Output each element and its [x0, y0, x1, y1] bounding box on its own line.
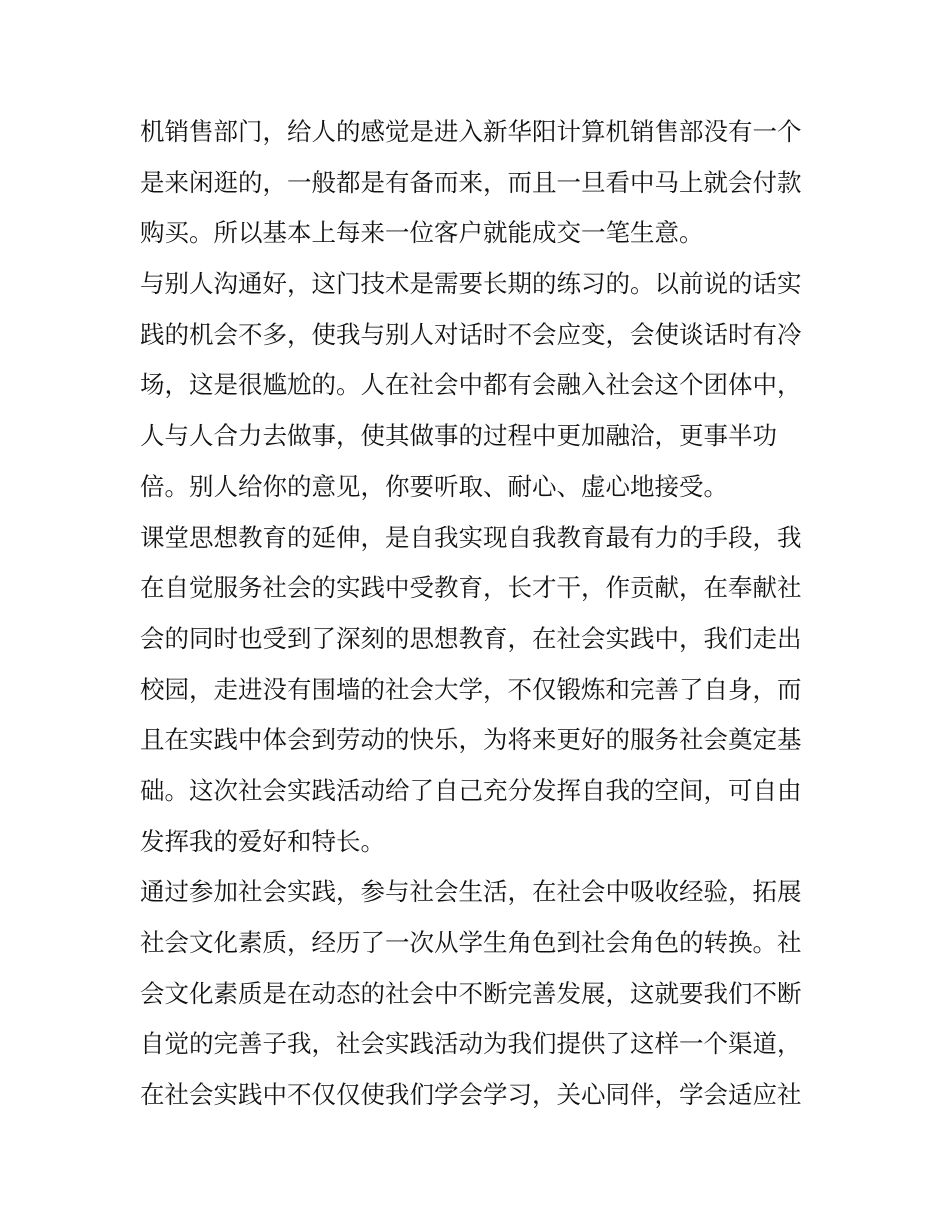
text-line: 倍。别人给你的意见，你要听取、耐心、虚心地接受。: [140, 471, 728, 501]
text-line: 课堂思想教育的延伸，是自我实现自我教育最有力的手段，我: [140, 522, 802, 552]
text-line: 购买。所以基本上每来一位客户就能成交一笔生意。: [140, 218, 704, 248]
paragraph-1: [140, 107, 820, 259]
text-line: 是来闲逛的，一般都是有备而来，而且一旦看中马上就会付款: [140, 167, 802, 197]
paragraph-3: [140, 513, 820, 868]
text-line: 会的同时也受到了深刻的思想教育，在社会实践中，我们走出: [140, 623, 802, 653]
text-line: 践的机会不多，使我与别人对话时不会应变，会使谈话时有冷: [140, 319, 802, 349]
text-line: 与别人沟通好，这门技术是需要长期的练习的。以前说的话实: [140, 269, 802, 299]
paragraph-2: [140, 259, 820, 512]
document-body: [140, 107, 820, 1121]
text-line: 发挥我的爱好和特长。: [140, 826, 385, 856]
text-line: 校园，走进没有围墙的社会大学，不仅锻炼和完善了自身，而: [140, 674, 802, 704]
text-line: 在社会实践中不仅仅使我们学会学习，关心同伴，学会适应社: [140, 1080, 802, 1110]
text-line: 人与人合力去做事，使其做事的过程中更加融洽，更事半功: [140, 421, 777, 451]
paragraph-4: [140, 867, 820, 1120]
text-line: 础。这次社会实践活动给了自己充分发挥自我的空间，可自由: [140, 775, 802, 805]
text-line: 自觉的完善子我，社会实践活动为我们提供了这样一个渠道，: [140, 1029, 802, 1059]
text-line: 社会文化素质，经历了一次从学生角色到社会角色的转换。社: [140, 928, 802, 957]
text-line: 且在实践中体会到劳动的快乐，为将来更好的服务社会奠定基: [140, 725, 802, 755]
text-line: 通过参加社会实践，参与社会生活，在社会中吸收经验，拓展: [140, 877, 802, 907]
text-line: 机销售部门，给人的感觉是进入新华阳计算机销售部没有一个: [140, 117, 802, 146]
text-line: 场，这是很尴尬的。人在社会中都有会融入社会这个团体中，: [140, 370, 802, 400]
text-line: 在自觉服务社会的实践中受教育，长才干，作贡献，在奉献社: [140, 573, 802, 603]
text-line: 会文化素质是在动态的社会中不断完善发展，这就要我们不断: [140, 978, 802, 1008]
